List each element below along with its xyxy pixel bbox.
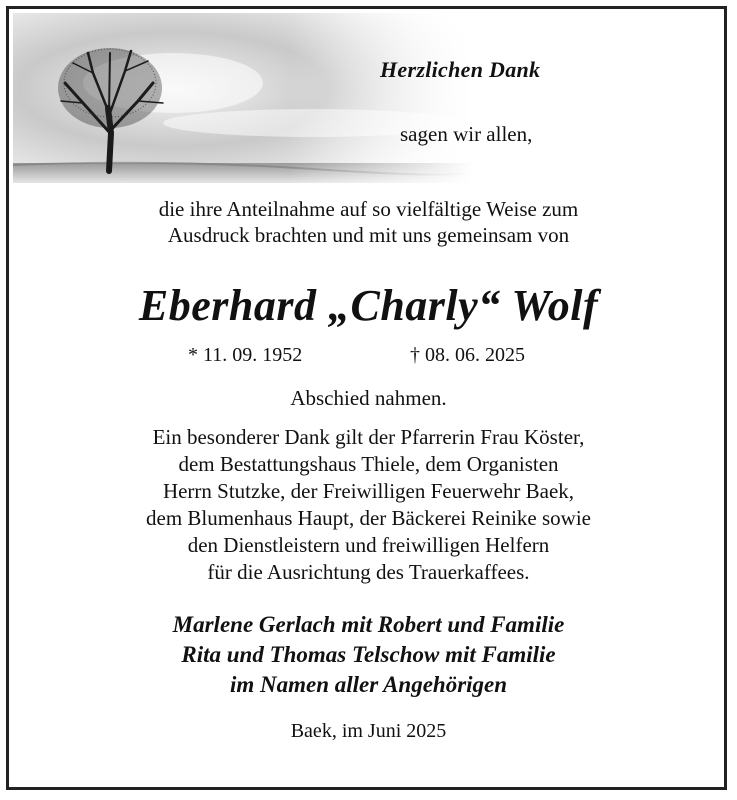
place-date: Baek, im Juni 2025 [290, 720, 447, 742]
signer-line: Rita und Thomas Telschow mit Familie [181, 642, 556, 667]
signer-line: Marlene Gerlach mit Robert und Familie [172, 612, 565, 637]
thanks-line: Herrn Stutzke, der Freiwilligen Feuerwehr Baek, [162, 479, 575, 503]
deceased-name: Eberhard „Charly“ Wolf [138, 281, 599, 330]
signer-line: im Namen aller Angehörigen [229, 672, 508, 697]
intro-line-1: die ihre Anteilnahme auf so vielfältige Weise zum [158, 197, 579, 221]
thanks-line: dem Bestattungshaus Thiele, dem Organisten [178, 452, 559, 476]
farewell-text: Abschied nahmen. [290, 386, 447, 410]
thanks-line: den Dienstleistern und freiwilligen Helfern [187, 533, 550, 557]
intro-line-2: Ausdruck brachten und mit uns gemeinsam von [167, 223, 570, 247]
birth-date: * 11. 09. 1952 [188, 344, 303, 366]
thanks-subheading: sagen wir allen, [400, 122, 533, 146]
thanks-line: Ein besonderer Dank gilt der Pfarrerin Frau Köster, [152, 425, 585, 449]
thanks-heading: Herzlichen Dank [380, 57, 541, 82]
tree-landscape-image [13, 13, 473, 183]
death-date: † 08. 06. 2025 [410, 344, 525, 366]
thanks-line: für die Ausrichtung des Trauerkaffees. [207, 560, 530, 584]
thanks-line: dem Blumenhaus Haupt, der Bäckerei Reinike sowie [146, 506, 591, 530]
